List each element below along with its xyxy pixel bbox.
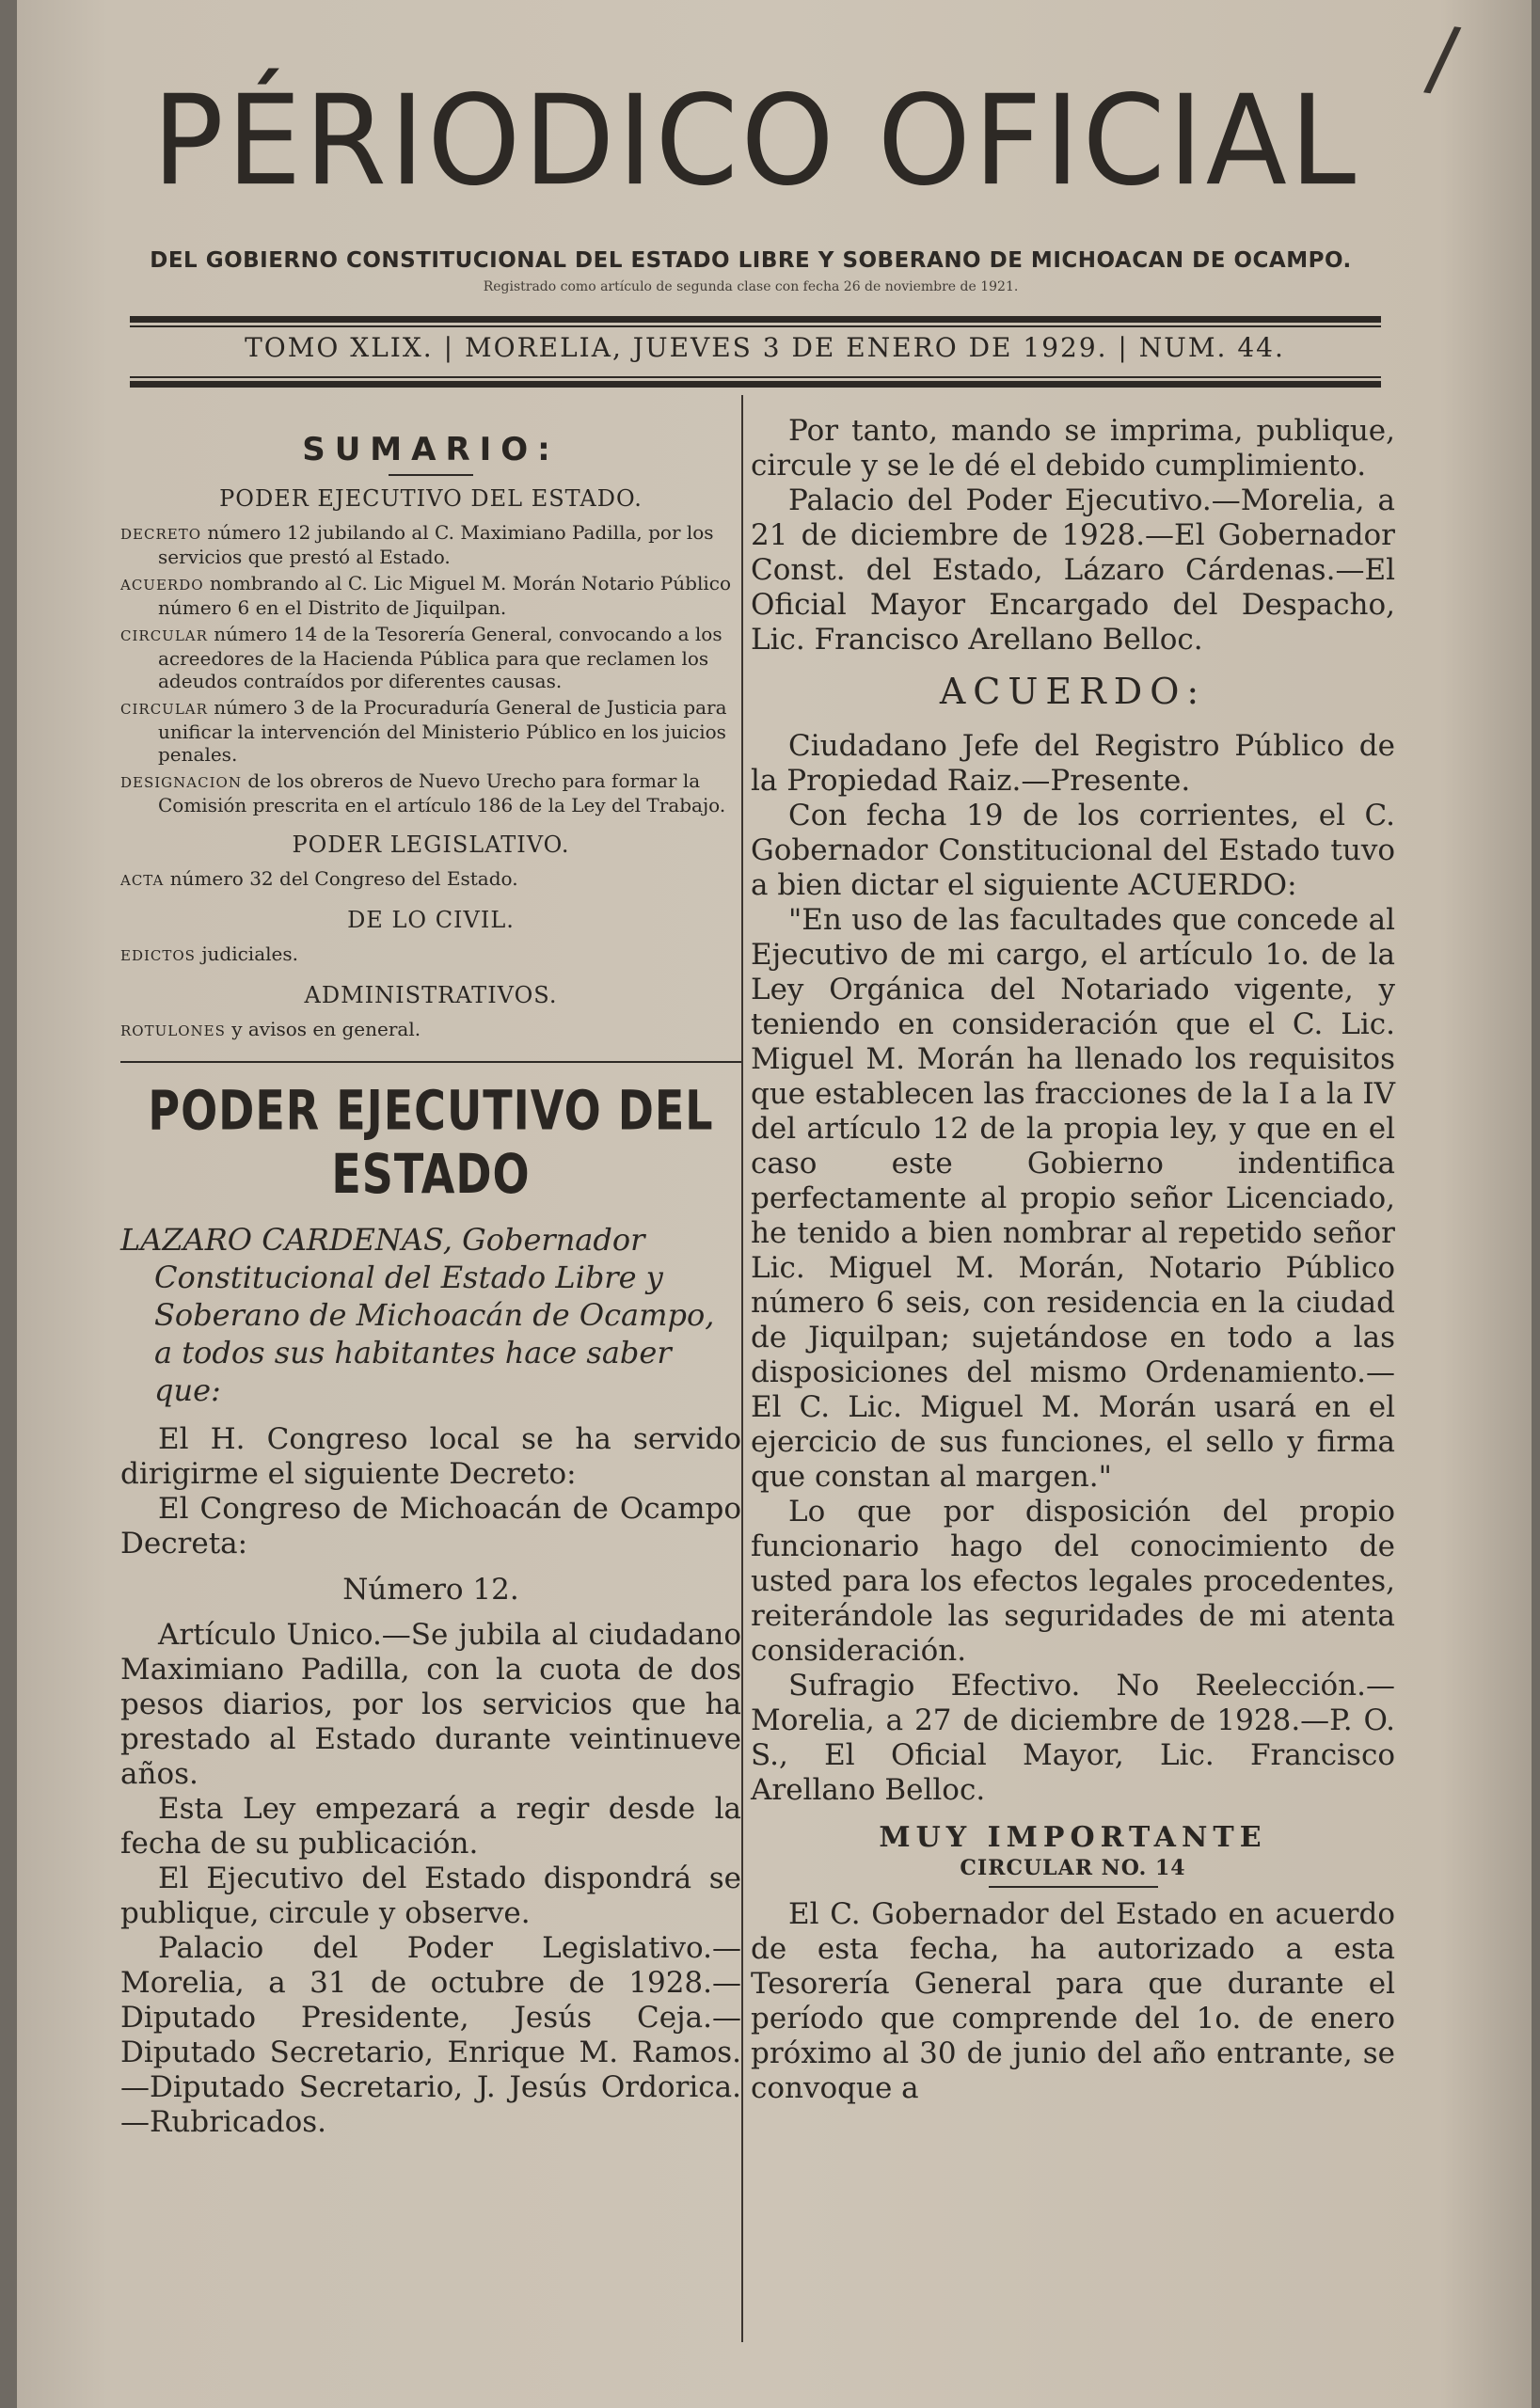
section-heading: PODER EJECUTIVO DEL ESTADO xyxy=(148,1078,714,1206)
masthead-subtitle: DEL GOBIERNO CONSTITUCIONAL DEL ESTADO LIBRE Y SOBERANO DE MICHOACAN DE OCAMPO. xyxy=(150,248,1352,273)
column-divider xyxy=(741,395,743,2342)
paragraph: Artículo Unico.—Se jubila al ciudadano Maximiano Padilla, con la cuota de dos pesos diarios, por los servicios que ha prestado al Estado durante veintinueve años. xyxy=(120,1618,741,1791)
sumario-item: EDICTOS judiciales. xyxy=(120,943,298,965)
paragraph: Esta Ley empezará a regir desde la fecha de su publicación. xyxy=(120,1792,741,1861)
sumario-poder-ejecutivo: PODER EJECUTIVO DEL ESTADO. xyxy=(219,485,643,512)
sumario-title: SUMARIO: xyxy=(302,431,560,468)
bottom-rule-thick xyxy=(130,381,1381,388)
sumario-administrativos: ADMINISTRATIVOS. xyxy=(304,982,558,1008)
paragraph: Palacio del Poder Ejecutivo.—Morelia, a 21 de diciembre de 1928.—El Gobernador Const. del Estado, Lázaro Cárdenas.—El Oficial Mayor Encargado del Despacho, Lic. Francisco Arellano Belloc. xyxy=(751,483,1395,657)
paragraph: El H. Congreso local se ha servido dirigirme el siguiente Decreto: xyxy=(120,1422,741,1491)
circular-number: CIRCULAR NO. 14 xyxy=(960,1856,1186,1880)
dateline: TOMO XLIX. | MORELIA, JUEVES 3 DE ENERO DE 1929. | NUM. 44. xyxy=(245,332,1285,363)
masthead-registration: Registrado como artículo de segunda clase con fecha 26 de noviembre de 1921. xyxy=(483,279,1019,294)
paragraph: "En uso de las facultades que concede al Ejecutivo de mi cargo, el artículo 1o. de la Ley Orgánica del Notariado vigente, y teniendo en consideración que el C. Lic. Miguel M. Morán ha llenado los requisitos que establecen las fracciones de la I a la IV del artículo 12 de la propia ley, y que en el caso este Gobierno indentifica perfectamente al propio señor Licenciado, he tenido a bien nombrar al repetido señor Lic. Miguel M. Morán, Notario Público número 6 seis, con residencia en la ciudad de Jiquilpan; sujetándose en todo a las disposiciones del mismo Ordenamiento.—El C. Lic. Miguel M. Morán usará en el ejercicio de sus funciones, el sello y firma que constan al margen." xyxy=(751,903,1395,1494)
paragraph: El Ejecutivo del Estado dispondrá se publique, circule y observe. xyxy=(120,1861,741,1930)
sumario-item: ACUERDO nombrando al C. Lic Miguel M. Morán Notario Público número 6 en el Distrito de Jiquilpan. xyxy=(120,572,731,619)
governor-intro: LAZARO CARDENAS, Gobernador Constitucional del Estado Libre y Soberano de Michoacán de Ocampo, a todos sus habitantes hace saber que: xyxy=(120,1222,715,1408)
sumario-poder-legislativo: PODER LEGISLATIVO. xyxy=(292,832,570,858)
sumario-item: DECRETO número 12 jubilando al C. Maximiano Padilla, por los servicios que prestó al Estado. xyxy=(120,521,714,568)
handwritten-page-mark: / xyxy=(1421,7,1464,109)
sumario-item: CIRCULAR número 3 de la Procuraduría General de Justicia para unificar la intervención del Ministerio Público en los juicios penales. xyxy=(120,696,727,766)
paragraph: Palacio del Poder Legislativo.—Morelia, a 31 de octubre de 1928.—Diputado Presidente, Jesús Ceja.—Diputado Secretario, Enrique M. Ramos.—Diputado Secretario, J. Jesús Ordorica.—Rubricados. xyxy=(120,1931,741,2139)
left-column xyxy=(120,414,741,2140)
paragraph: Por tanto, mando se imprima, publique, circule y se le dé el debido cumplimiento. xyxy=(751,414,1395,483)
decree-number: Número 12. xyxy=(342,1573,519,1607)
paragraph: Sufragio Efectivo. No Reelección.—Morelia, a 27 de diciembre de 1928.—P. O. S., El Oficial Mayor, Lic. Francisco Arellano Belloc. xyxy=(751,1669,1395,1807)
paragraph: El C. Gobernador del Estado en acuerdo de esta fecha, ha autorizado a esta Tesorería General para que durante el período que comprende del 1o. de enero próximo al 30 de junio del año entrante, se convoque a xyxy=(751,1897,1395,2105)
top-rule-thin xyxy=(130,325,1381,327)
paragraph: Lo que por disposición del propio funcionario hago del conocimiento de usted para los efectos legales procedentes, reiterándole las seguridades de mi atenta consideración. xyxy=(751,1495,1395,1668)
paragraph: Ciudadano Jefe del Registro Público de la Propiedad Raiz.—Presente. xyxy=(751,729,1395,798)
sumario-item: ROTULONES y avisos en general. xyxy=(120,1018,421,1040)
right-column xyxy=(751,414,1395,2106)
bottom-rule-thin xyxy=(130,376,1381,378)
acuerdo-title: ACUERDO: xyxy=(939,671,1207,712)
sumario-rule xyxy=(389,474,473,476)
paragraph: Con fecha 19 de los corrientes, el C. Gobernador Constitucional del Estado tuvo a bien dictar el siguiente ACUERDO: xyxy=(751,799,1395,902)
newspaper-page xyxy=(17,0,1532,2408)
notice-title: MUY IMPORTANTE xyxy=(879,1821,1267,1854)
sumario-item: ACTA número 32 del Congreso del Estado. xyxy=(120,867,518,890)
sumario-item: CIRCULAR número 14 de la Tesorería General, convocando a los acreedores de la Hacienda Pública para que reclamen los adeudos contraídos por diferentes causas. xyxy=(120,623,722,692)
top-rule-thick xyxy=(130,316,1381,323)
notice-rule xyxy=(989,1886,1158,1888)
paragraph: El Congreso de Michoacán de Ocampo Decreta: xyxy=(120,1492,741,1560)
sumario-item: DESIGNACION de los obreros de Nuevo Urecho para formar la Comisión prescrita en el artículo 186 de la Ley del Trabajo. xyxy=(120,769,726,816)
sumario-civil: DE LO CIVIL. xyxy=(347,907,515,933)
section-separator xyxy=(120,1061,741,1063)
masthead-title: PÉRIODICO OFICIAL xyxy=(151,68,1359,214)
